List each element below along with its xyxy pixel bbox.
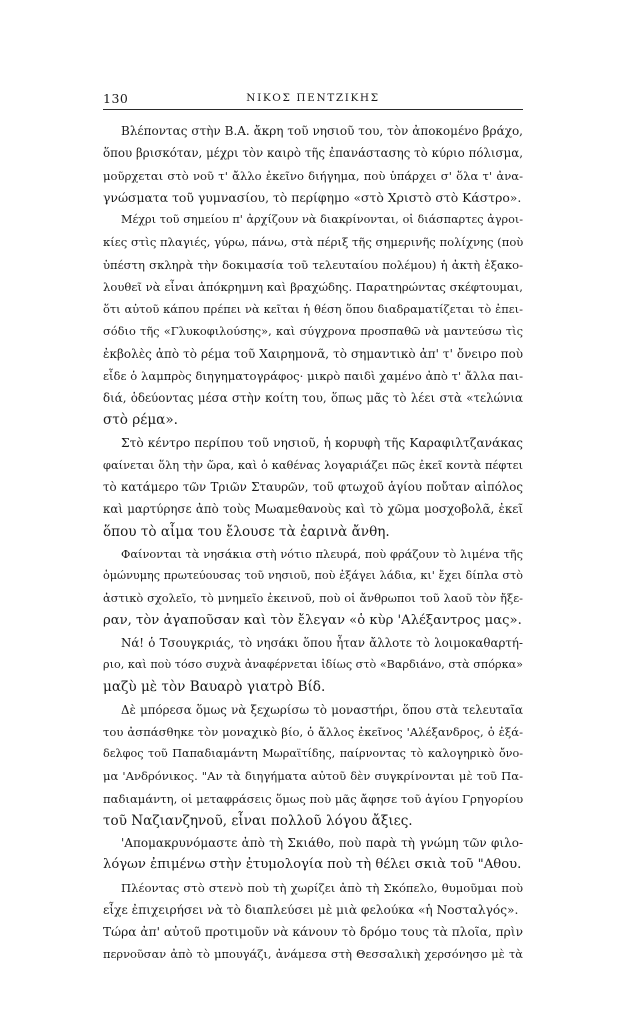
text-line: 'Απομακρυνόμαστε ἀπὸ τὴ Σκιάθο, ποὺ παρὰ τὴ γνώμη τῶν φιλο- xyxy=(121,836,523,850)
running-title: ΝΙΚΟΣ ΠΕΝΤΖΙΚΗΣ xyxy=(246,92,380,104)
text-line: λουθεῖ νὰ εἶναι ἀπόκρημνη καὶ βραχώδης. Παρατηρώντας σκέφτουμαι, xyxy=(103,279,523,294)
text-line: ἀστικὸ σχολεῖο, τὸ μνημεῖο ἐκεινοῦ, ποὺ οἱ ἄνθρωποι τοῦ λαοῦ τὸν ἤξε- xyxy=(103,591,523,606)
body-text xyxy=(103,120,523,966)
text-line: ραν, τὸν ἀγαποῦσαν καὶ τὸν ἔλεγαν «ὁ κὺρ 'Αλέξαντρος μας». xyxy=(103,612,522,628)
text-line: του ἀσπάσθηκε τὸν μοναχικὸ βίο, ὁ ἄλλος ἐκεῖνος 'Αλέξανδρος, ὁ ἐξά- xyxy=(103,724,523,739)
text-line: Δὲ μπόρεσα ὅμως νὰ ξεχωρίσω τὸ μοναστήρι, ὅπου στὰ τελευταῖα xyxy=(121,702,523,717)
text-line: ὁμώνυμης πρωτεύουσας τοῦ νησιοῦ, ποὺ ἐξάγει λάδια, κι' ἔχει δίπλα στὸ xyxy=(103,569,523,582)
text-line: ὅπου τὸ αἷμα του ἔλουσε τὰ ἐαρινὰ ἄνθη. xyxy=(103,523,390,540)
text-line: ριο, καὶ ποὺ τόσο συχνὰ ἀναφέρνεται ἰδίως στὸ «Βαρδιάνο, στὰ σπόρκα» xyxy=(103,658,523,671)
text-line: εἶδε ὁ λαμπρὸς διηγηματογράφος· μικρὸ παιδὶ χαμένο ἀπὸ τ' ἄλλα παι- xyxy=(103,368,523,383)
text-line: ἐκβολὲς ἀπὸ τὸ ρέμα τοῦ Χαιρημονᾶ, τὸ σημαντικὸ ἀπ' τ' ὄνειρο ποὺ xyxy=(103,346,523,361)
text-line: καὶ μαρτύρησε ἀπὸ τοὺς Μωαμεθανοὺς καὶ τὸ χῶμα μοσχοβολᾶ, ἐκεῖ xyxy=(103,502,523,517)
text-line: εἶχε ἐπιχειρήσει νὰ τὸ διαπλεύσει μὲ μιὰ φελούκα «ἡ Νοσταλγός». xyxy=(103,902,519,917)
text-line: δελφος τοῦ Παπαδιαμάντη Μωραϊτίδης, παίρνοντας τὸ καλογηρικὸ ὄνο- xyxy=(103,747,523,760)
text-line: στὸ ρέμα». xyxy=(103,412,178,429)
text-line: περνοῦσαν ἀπὸ τὸ μπουγάζι, ἀνάμεσα στὴ Θεσσαλικὴ χερσόνησο μὲ τὰ xyxy=(103,947,523,962)
text-line: μαζὺ μὲ τὸν Βαυαρὸ γιατρὸ Βίδ. xyxy=(103,679,326,696)
text-line: παδιαμάντη, οἱ μεταφράσεις ὅμως ποὺ μᾶς ἄφησε τοῦ ἁγίου Γρηγορίου xyxy=(103,791,524,806)
text-line: ὅπου βρισκόταν, μέχρι τὸν καιρὸ τῆς ἐπανάστασης τὸ κύριο πόλισμα, xyxy=(103,146,523,161)
text-line: τὸ κατάμερο τῶν Τριῶν Σταυρῶν, τοῦ φτωχοῦ ἁγίου ποὔταν αἰπόλος xyxy=(103,480,523,494)
text-line: λόγων ἐπιμένω στὴν ἐτυμολογία ποὺ τὴ θέλει σκιὰ τοῦ "Αθου. xyxy=(103,857,522,873)
text-line: ὅτι αὐτοῦ κάπου πρέπει νὰ κεῖται ἡ θέση ὅπου διαδραματίζεται τὸ ἐπει- xyxy=(103,302,523,316)
text-line: μοῦρχεται στὸ νοῦ τ' ἄλλο ἐκεῖνο διήγημα, ποὺ ὑπάρχει σ' ὅλα τ' ἀνα- xyxy=(103,168,523,183)
text-line: διά, ὁδεύοντας μέσα στὴν κοίτη του, ὅπως μᾶς τὸ λέει στὰ «τελώνια xyxy=(103,391,523,405)
text-line: Τώρα ἀπ' αὐτοῦ προτιμοῦν νὰ κάνουν τὸ δρόμο τους τὰ πλοῖα, πρὶν xyxy=(103,925,523,939)
text-line: φαίνεται ὅλη τὴν ὥρα, καὶ ὁ καθένας λογαριάζει πῶς ἐκεῖ κοντὰ πέφτει xyxy=(103,457,523,472)
text-line: γνώσματα τοῦ γυμνασίου, τὸ περίφημο «στὸ Χριστὸ στὸ Κάστρο». xyxy=(103,189,522,205)
text-line: Φαίνονται τὰ νησάκια στὴ νότιο πλευρά, ποὺ φράζουν τὸ λιμένα τῆς xyxy=(121,546,523,561)
text-line: κίες στὶς πλαγιές, γύρω, πάνω, στὰ πέριξ τῆς σημερινῆς πολίχνης (ποὺ xyxy=(103,235,524,250)
text-line: Νά! ὁ Τσουγκριάς, τὸ νησάκι ὅπου ἦταν ἄλλοτε τὸ λοιμοκαθαρτή- xyxy=(121,635,523,650)
text-line: Μέχρι τοῦ σημείου π' ἀρχίζουν νὰ διακρίνονται, οἱ διάσπαρτες ἀγροι- xyxy=(121,213,523,226)
page-header xyxy=(103,91,523,110)
text-line: Πλέοντας στὸ στενὸ ποὺ τὴ χωρίζει ἀπὸ τὴ Σκόπελο, θυμοῦμαι ποὺ xyxy=(121,880,523,895)
text-line: Βλέποντας στὴν Β.Α. ἄκρη τοῦ νησιοῦ του, τὸν ἀποκομένο βράχο, xyxy=(121,124,523,138)
page-number: 130 xyxy=(103,91,129,106)
text-line: Στὸ κέντρο περίπου τοῦ νησιοῦ, ἡ κορυφὴ τῆς Καραφιλτζανάκας xyxy=(121,435,523,450)
text-line: μα 'Ανδρόνικος. "Αν τὰ διηγήματα αὐτοῦ δὲν συγκρίνονται μὲ τοῦ Πα- xyxy=(103,769,523,784)
text-line: τοῦ Ναζιανζηνοῦ, εἶναι πολλοῦ λόγου ἄξιες. xyxy=(103,812,413,829)
text-line: σόδιο τῆς «Γλυκοφιλούσης», καὶ σύγχρονα προσπαθῶ νὰ μαντεύσω τὶς xyxy=(103,324,523,339)
text-line: ὑπέστη σκληρὰ τὴν δοκιμασία τοῦ τελευταίου πολέμου) ἡ ἀκτὴ ἐξακο- xyxy=(103,257,523,272)
